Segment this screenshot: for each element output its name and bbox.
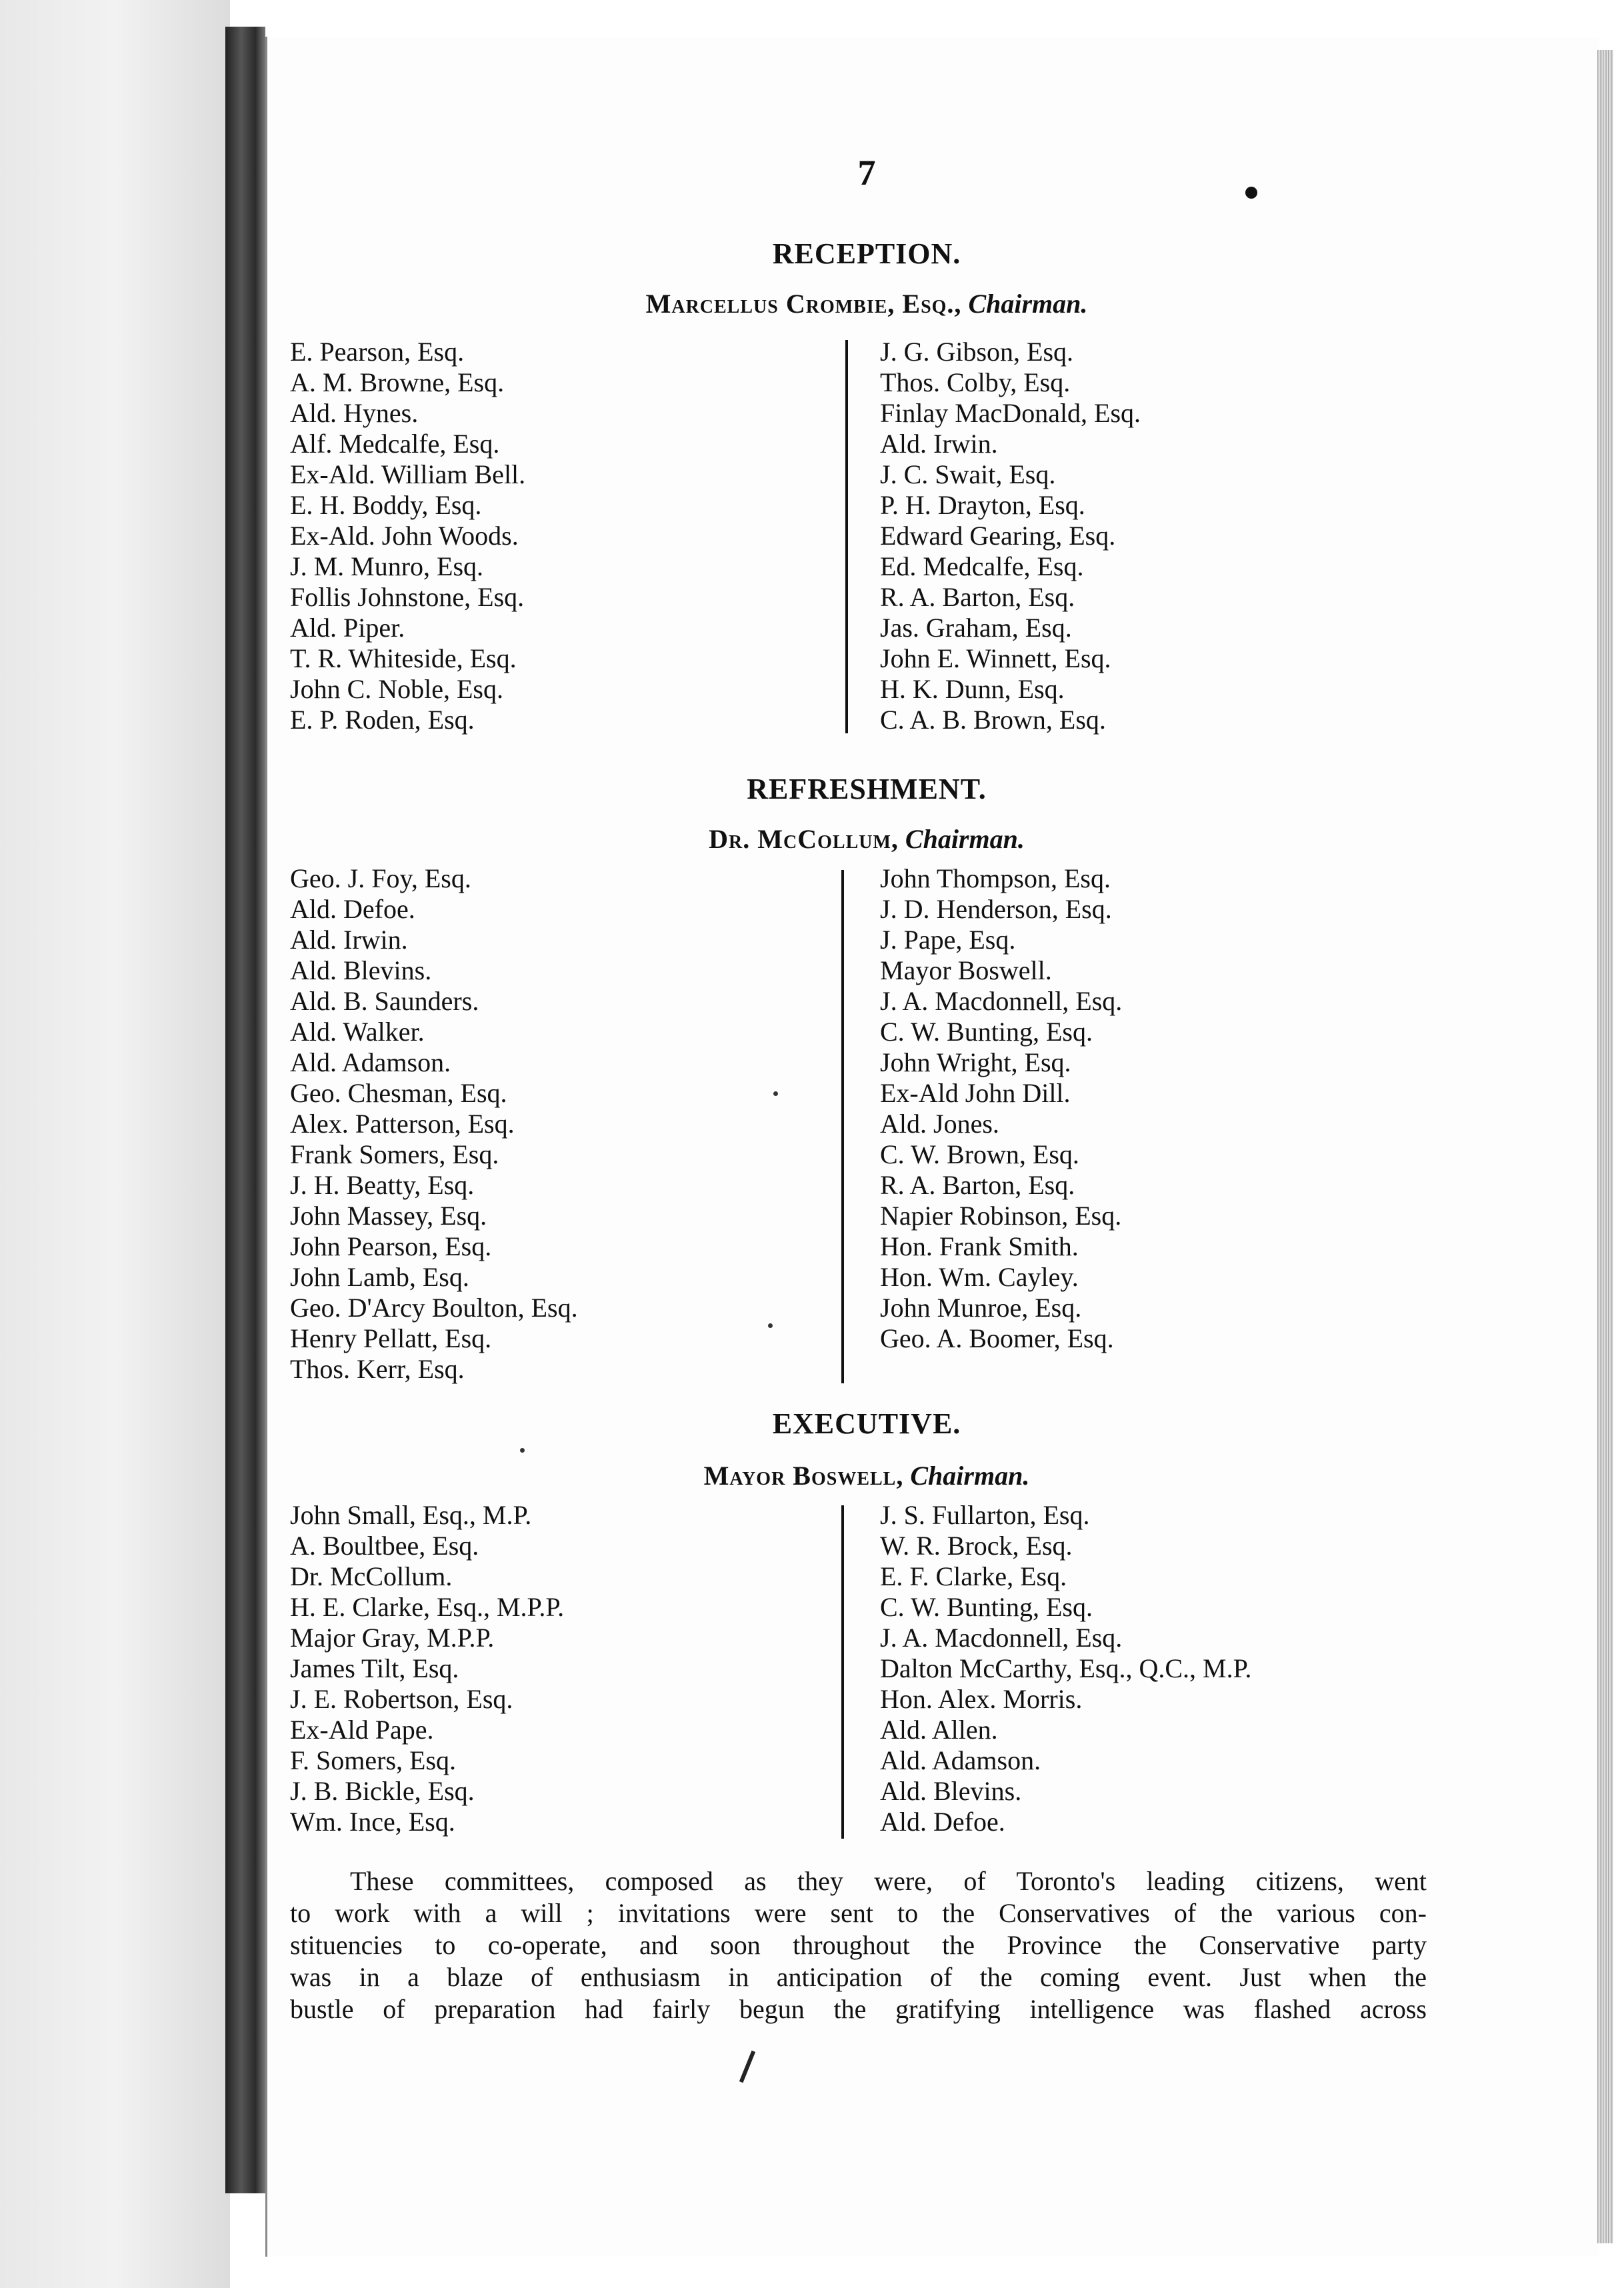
committee-member: Frank Somers, Esq. (290, 1139, 499, 1169)
committee-member: J. A. Macdonnell, Esq. (880, 1623, 1123, 1653)
committee-member: A. Boultbee, Esq. (290, 1531, 479, 1561)
committee-member: James Tilt, Esq. (290, 1653, 459, 1683)
committee-member: J. C. Swait, Esq. (880, 459, 1056, 489)
committee-member: Ald. Blevins. (880, 1776, 1022, 1806)
committee-member: F. Somers, Esq. (290, 1745, 457, 1775)
paragraph-line: to work with a will ; invitations were sent to the Conservatives of the various con- (290, 1898, 1427, 1928)
executive-chair-role: Chairman. (910, 1461, 1030, 1491)
column-divider (845, 340, 848, 733)
committee-member: John Massey, Esq. (290, 1201, 487, 1231)
executive-left-column (290, 1500, 564, 1837)
committee-member: Hon. Wm. Cayley. (880, 1262, 1079, 1292)
committee-member: John Pearson, Esq. (290, 1231, 492, 1261)
paragraph-line: was in a blaze of enthusiasm in anticipation of the coming event. Just when the (290, 1962, 1427, 1992)
committee-member: John Thompson, Esq. (880, 863, 1111, 893)
reception-left-column (290, 337, 525, 735)
committee-member: Dalton McCarthy, Esq., Q.C., M.P. (880, 1653, 1252, 1683)
reception-chair-role: Chairman. (968, 289, 1088, 319)
committee-member: Ald. Jones. (880, 1109, 999, 1139)
reception-chairman (400, 288, 1333, 319)
committee-member: Wm. Ince, Esq. (290, 1807, 455, 1837)
facing-page-edge (0, 0, 230, 2288)
column-divider (841, 1505, 844, 1839)
committee-member: Ald. Adamson. (290, 1047, 451, 1077)
ink-dot (1245, 187, 1257, 199)
body-paragraph (290, 1865, 1427, 2025)
committee-member: Follis Johnstone, Esq. (290, 582, 525, 612)
ink-speck (773, 1091, 778, 1096)
committee-member: R. A. Barton, Esq. (880, 1170, 1075, 1200)
committee-member: Ex-Ald. John Woods. (290, 521, 519, 551)
committee-member: H. K. Dunn, Esq. (880, 674, 1065, 704)
committee-member: John Wright, Esq. (880, 1047, 1071, 1077)
committee-member: E. H. Boddy, Esq. (290, 490, 482, 520)
committee-member: Ex-Ald. William Bell. (290, 459, 526, 489)
committee-member: Ald. B. Saunders. (290, 986, 479, 1016)
column-divider (841, 870, 844, 1383)
committee-member: John Lamb, Esq. (290, 1262, 469, 1292)
committee-member: E. P. Roden, Esq. (290, 705, 475, 735)
committee-member: Alf. Medcalfe, Esq. (290, 429, 500, 459)
committee-member: Geo. Chesman, Esq. (290, 1078, 507, 1108)
committee-member: Ald. Adamson. (880, 1745, 1041, 1775)
committee-member: Ald. Allen. (880, 1715, 998, 1745)
committee-member: Mayor Boswell. (880, 955, 1052, 985)
committee-member: Alex. Patterson, Esq. (290, 1109, 515, 1139)
committee-member: C. W. Bunting, Esq. (880, 1017, 1093, 1047)
committee-member: J. B. Bickle, Esq. (290, 1776, 475, 1806)
committee-member: H. E. Clarke, Esq., M.P.P. (290, 1592, 565, 1622)
committee-member: Ald. Blevins. (290, 955, 432, 985)
committee-member: Henry Pellatt, Esq. (290, 1323, 492, 1353)
committee-member: Thos. Colby, Esq. (880, 367, 1071, 397)
paragraph-line: stituencies to co-operate, and soon throughout the Province the Conservative party (290, 1930, 1427, 1960)
refreshment-right-column (880, 863, 1122, 1354)
committee-member: Ald. Piper. (290, 613, 405, 643)
committee-member: J. E. Robertson, Esq. (290, 1684, 513, 1714)
committee-member: Jas. Graham, Esq. (880, 613, 1072, 643)
committee-member: Ald. Walker. (290, 1017, 425, 1047)
committee-member: Edward Gearing, Esq. (880, 521, 1116, 551)
paragraph-line: bustle of preparation had fairly begun the gratifying intelligence was flashed across (290, 1994, 1427, 2024)
committee-member: Ald. Irwin. (290, 925, 408, 955)
committee-member: W. R. Brock, Esq. (880, 1531, 1073, 1561)
committee-member: E. F. Clarke, Esq. (880, 1561, 1067, 1591)
refreshment-chairman (400, 823, 1333, 855)
committee-member: Ald. Irwin. (880, 429, 998, 459)
committee-member: R. A. Barton, Esq. (880, 582, 1075, 612)
committee-member: John Munroe, Esq. (880, 1293, 1082, 1323)
committee-member: J. S. Fullarton, Esq. (880, 1500, 1090, 1530)
committee-member: J. G. Gibson, Esq. (880, 337, 1074, 367)
committee-member: E. Pearson, Esq. (290, 337, 465, 367)
book-spine-shadow (225, 27, 265, 2193)
committee-member: C. W. Bunting, Esq. (880, 1592, 1093, 1622)
committee-member: Geo. J. Foy, Esq. (290, 863, 471, 893)
committee-member: Hon. Frank Smith. (880, 1231, 1079, 1261)
executive-chairman (400, 1460, 1333, 1491)
committee-member: John E. Winnett, Esq. (880, 643, 1111, 673)
committee-member: J. D. Henderson, Esq. (880, 894, 1112, 924)
committee-member: J. A. Macdonnell, Esq. (880, 986, 1123, 1016)
ink-speck (520, 1448, 525, 1453)
committee-member: T. R. Whiteside, Esq. (290, 643, 517, 673)
committee-member: Ex-Ald Pape. (290, 1715, 434, 1745)
page-number: 7 (857, 153, 876, 193)
committee-member: Hon. Alex. Morris. (880, 1684, 1083, 1714)
refreshment-chair-name: Dr. McCollum, (709, 824, 899, 854)
committee-member: C. A. B. Brown, Esq. (880, 705, 1106, 735)
committee-member: J. M. Munro, Esq. (290, 551, 484, 581)
committee-member: Ex-Ald John Dill. (880, 1078, 1071, 1108)
refreshment-title: REFRESHMENT. (747, 773, 987, 805)
committee-member: J. Pape, Esq. (880, 925, 1016, 955)
committee-member: Geo. A. Boomer, Esq. (880, 1323, 1114, 1353)
committee-member: Dr. McCollum. (290, 1561, 453, 1591)
refreshment-left-column (290, 863, 578, 1385)
committee-member: C. W. Brown, Esq. (880, 1139, 1079, 1169)
reception-title: RECEPTION. (772, 237, 961, 270)
executive-title: EXECUTIVE. (772, 1407, 961, 1440)
reception-right-column (880, 337, 1141, 735)
committee-member: Ed. Medcalfe, Esq. (880, 551, 1084, 581)
executive-chair-name: Mayor Boswell, (703, 1461, 904, 1491)
committee-member: Ald. Defoe. (880, 1807, 1005, 1837)
committee-member: Napier Robinson, Esq. (880, 1201, 1122, 1231)
executive-right-column (880, 1500, 1251, 1837)
committee-member: John Small, Esq., M.P. (290, 1500, 532, 1530)
committee-member: A. M. Browne, Esq. (290, 367, 505, 397)
committee-member: Major Gray, M.P.P. (290, 1623, 495, 1653)
committee-member: Finlay MacDonald, Esq. (880, 398, 1141, 428)
committee-member: Ald. Hynes. (290, 398, 419, 428)
refreshment-chair-role: Chairman. (905, 824, 1025, 854)
paragraph-line: These committees, composed as they were, of Toronto's leading citizens, went (350, 1866, 1427, 1896)
committee-member: Geo. D'Arcy Boulton, Esq. (290, 1293, 578, 1323)
committee-member: Thos. Kerr, Esq. (290, 1354, 465, 1384)
ink-speck (768, 1323, 773, 1328)
committee-member: P. H. Drayton, Esq. (880, 490, 1085, 520)
reception-chair-name: Marcellus Crombie, Esq., (645, 289, 962, 319)
committee-member: Ald. Defoe. (290, 894, 415, 924)
committee-member: J. H. Beatty, Esq. (290, 1170, 475, 1200)
committee-member: John C. Noble, Esq. (290, 674, 503, 704)
page-stack-edge (1597, 50, 1613, 2243)
